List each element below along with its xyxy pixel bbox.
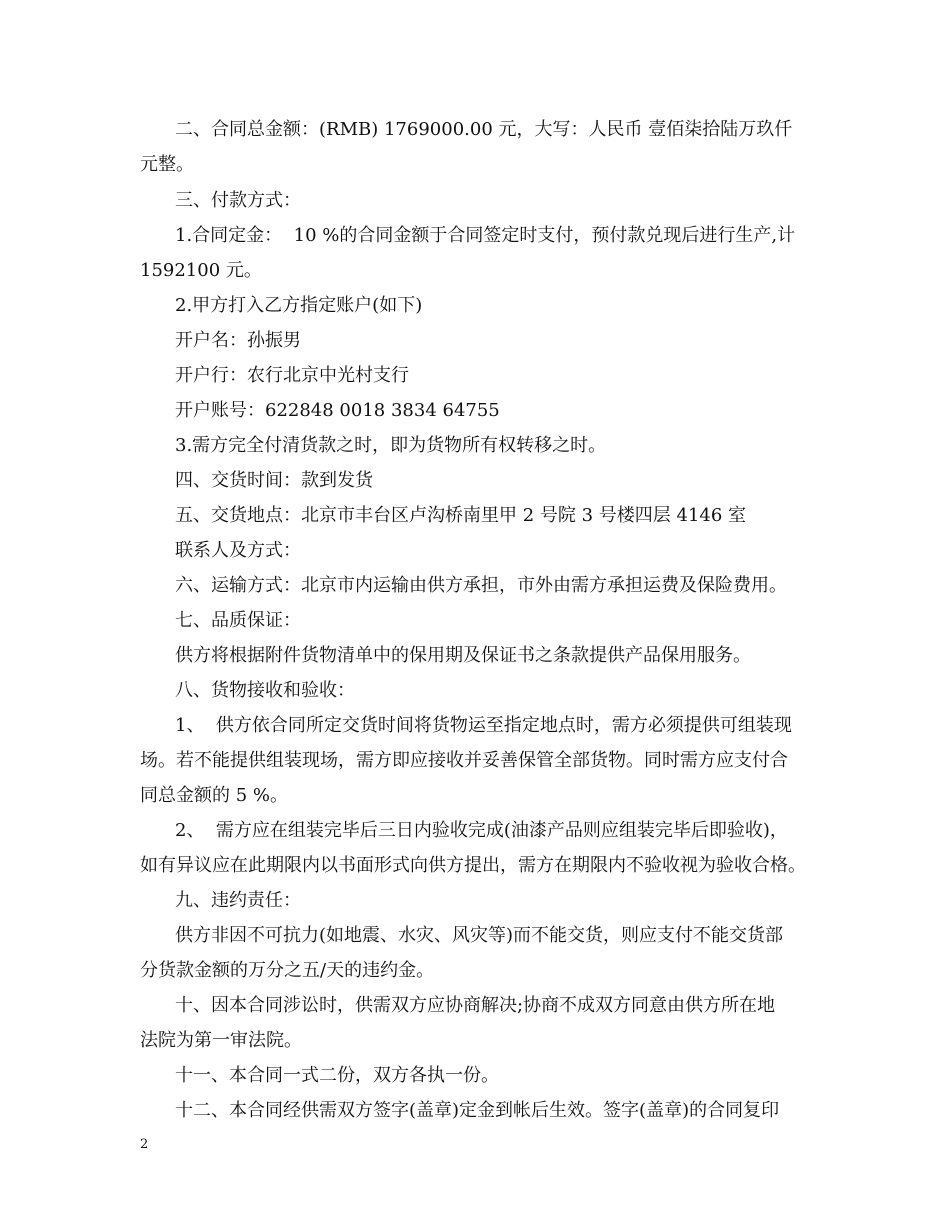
section-heading: 三、付款方式：	[175, 190, 301, 211]
page-number: 2	[140, 1137, 149, 1152]
paragraph-line: 元整。	[140, 154, 194, 175]
paragraph-line: 3.需方完全付清货款之时，即为货物所有权转移之时。	[175, 435, 607, 456]
section-heading: 八、货物接收和验收：	[175, 680, 355, 701]
section-heading: 十一、本合同一式二份，双方各执一份。	[175, 1065, 499, 1086]
section-heading: 四、交货时间：款到发货	[175, 470, 373, 491]
paragraph-line: 2、 需方应在组装完毕后三日内验收完成(油漆产品则应组装完毕后即验收)，	[175, 820, 788, 841]
paragraph-line: 联系人及方式：	[175, 540, 301, 561]
paragraph-line: 法院为第一审法院。	[140, 1030, 302, 1051]
section-heading: 十二、本合同经供需双方签字(盖章)定金到帐后生效。签字(盖章)的合同复印	[175, 1100, 780, 1121]
section-heading: 六、运输方式：北京市内运输由供方承担，市外由需方承担运费及保险费用。	[175, 575, 787, 596]
bank-name-line: 开户行：农行北京中光村支行	[175, 365, 409, 386]
section-heading: 九、违约责任：	[175, 890, 301, 911]
paragraph-line: 二、合同总金额：(RMB) 1769000.00 元，大写：人民币 壹佰柒拾陆万玖仟	[175, 119, 793, 140]
paragraph-line: 分货款金额的万分之五/天的违约金。	[140, 960, 435, 981]
paragraph-line: 场。若不能提供组装现场，需方即应接收并妥善保管全部货物。同时需方应支付合	[140, 750, 788, 771]
paragraph-line: 如有异议应在此期限内以书面形式向供方提出，需方在期限内不验收视为验收合格。	[140, 855, 806, 876]
section-heading: 十、因本合同涉讼时，供需双方应协商解决;协商不成双方同意由供方所在地	[175, 995, 776, 1016]
account-number-line: 开户账号：622848 0018 3834 64755	[175, 400, 500, 421]
paragraph-line: 1.合同定金： 10 %的合同金额于合同签定时支付，预付款兑现后进行生产,计	[175, 225, 796, 246]
paragraph-line: 1、 供方依合同所定交货时间将货物运至指定地点时，需方必须提供可组装现	[175, 715, 792, 736]
paragraph-line: 同总金额的 5 %。	[140, 785, 288, 806]
account-name-line: 开户名：孙振男	[175, 330, 301, 351]
paragraph-line: 2.甲方打入乙方指定账户(如下)	[175, 295, 423, 316]
paragraph-line: 1592100 元。	[140, 260, 262, 281]
section-heading: 七、品质保证：	[175, 610, 301, 631]
paragraph-line: 供方将根据附件货物清单中的保用期及保证书之条款提供产品保用服务。	[175, 645, 751, 666]
paragraph-line: 供方非因不可抗力(如地震、水灾、风灾等)而不能交货，则应支付不能交货部	[175, 925, 784, 946]
section-heading: 五、交货地点：北京市丰台区卢沟桥南里甲 2 号院 3 号楼四层 4146 室	[175, 505, 747, 526]
